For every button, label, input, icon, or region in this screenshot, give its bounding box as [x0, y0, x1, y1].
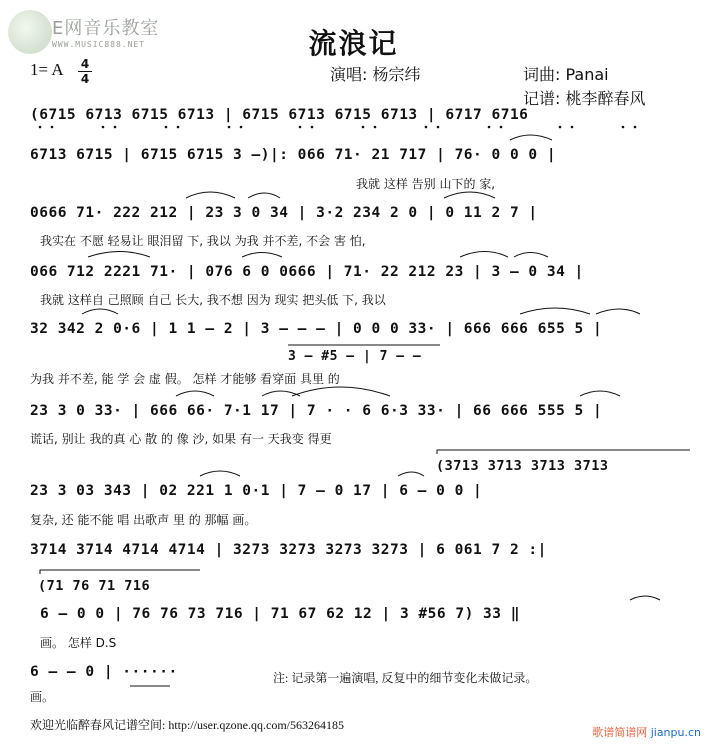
footer-text: 欢迎光临醉春风记谱空间: http://user.qzone.qq.com/563264185 — [30, 718, 344, 732]
slur-mark — [510, 135, 552, 140]
slur-mark — [398, 472, 424, 476]
score-line-4: 066 712 2221 71· | 076 6 0 0666 | 71· 22 212 23 | 3 – 0 34 | — [30, 264, 584, 280]
slur-mark — [186, 192, 235, 198]
alt-ending-line: 3 – #5 – | 7 – – — [288, 349, 422, 364]
slur-mark — [200, 471, 240, 476]
lyric-line-5: 为我 并不差, 能 学 会 虚 假。 怎样 才能够 看穿面 具里 的 — [30, 372, 340, 386]
lyric-line-4: 我就 这样自 己照顾 自己 长大, 我不想 因为 现实 把头低 下, 我以 — [40, 293, 386, 307]
time-sig-top: 4 — [80, 57, 90, 71]
score-line-10: 6 – – 0 | ······ — [30, 664, 178, 680]
lyric-line-6: 谎话, 别让 我的真 心 散 的 像 沙, 如果 有一 天我变 得更 — [30, 432, 332, 446]
lyric-line-2: 我就 这样 告别 山下的 家, — [356, 177, 496, 191]
site-watermark-prefix: 歌谱简谱网 — [592, 726, 648, 739]
singer: 演唱: 杨宗纬 — [330, 65, 421, 84]
slur-mark — [82, 309, 118, 314]
slur-mark — [630, 596, 660, 600]
annotation-note: 注: 记录第一遍演唱, 反复中的细节变化未做记录。 — [273, 671, 538, 685]
slur-mark — [444, 192, 495, 198]
slur-mark — [520, 308, 590, 314]
logo-text: E网音乐教室 — [52, 18, 160, 39]
alt-ending-1: (3713 3713 3713 3713 — [436, 458, 609, 474]
score-line-7: 23 3 03 343 | 02 221 1 0·1 | 7 – 0 17 | 6 – 0 0 | — [30, 483, 483, 499]
transcriber: 记谱: 桃李醉春风 — [523, 89, 646, 108]
score-line-1: (6715 6713 6715 6713 | 6715 6713 6715 6713 | 6717 6716 — [30, 107, 529, 123]
lyric-line-9: 画。 怎样 D.S — [40, 636, 117, 650]
slur-mark — [580, 391, 620, 396]
site-watermark-suffix: jianpu.cn — [650, 726, 701, 739]
score-line-2: 6713 6715 | 6715 6715 3 –)|: 066 71· 21 717 | 76· 0 0 0 | — [30, 147, 557, 163]
composer: 词曲: Panai — [523, 65, 609, 84]
time-sig-bottom: 4 — [80, 72, 90, 86]
score-line-3: 0666 71· 222 212 | 23 3 0 34 | 3·2 234 2 0 | 0 11 2 7 | — [30, 205, 538, 221]
lyric-line-3: 我实在 不愿 轻易让 眼泪留 下, 我以 为我 并不差, 不会 害 怕, — [40, 234, 366, 248]
song-title: 流浪记 — [308, 27, 399, 60]
score-line-5: 32 342 2 0·6 | 1 1 – 2 | 3 – – – | 0 0 0 33· | 666 666 655 5 | — [30, 321, 603, 337]
key-signature: 1= A — [30, 60, 64, 79]
slur-mark — [292, 387, 390, 396]
slur-mark — [596, 309, 640, 314]
lyric-line-7: 复杂, 还 能不能 唱 出歌声 里 的 那幅 画。 — [30, 513, 257, 527]
lyric-line-10: 画。 — [30, 690, 55, 704]
score-line-8: 3714 3714 4714 4714 | 3273 3273 3273 3273 | 6 061 7 2 :| — [30, 542, 547, 558]
slur-mark — [514, 253, 548, 258]
logo-url: WWW.MUSIC888.NET — [52, 40, 146, 49]
alt-ending-2: (71 76 71 716 — [38, 578, 151, 594]
slur-mark — [460, 252, 508, 258]
score-line-6: 23 3 0 33· | 666 66· 7·1 17 | 7 · · 6 6·3 33· | 66 666 555 5 | — [30, 403, 603, 419]
slur-mark — [248, 193, 280, 198]
slur-mark — [88, 252, 150, 258]
volta-bracket — [437, 450, 690, 454]
slur-mark — [242, 253, 282, 258]
slur-mark — [176, 391, 214, 396]
volta-bracket — [40, 570, 200, 574]
score-line-9: 6 – 0 0 | 76 76 73 716 | 71 67 62 12 | 3 #56 7) 33 ‖ — [40, 606, 520, 622]
